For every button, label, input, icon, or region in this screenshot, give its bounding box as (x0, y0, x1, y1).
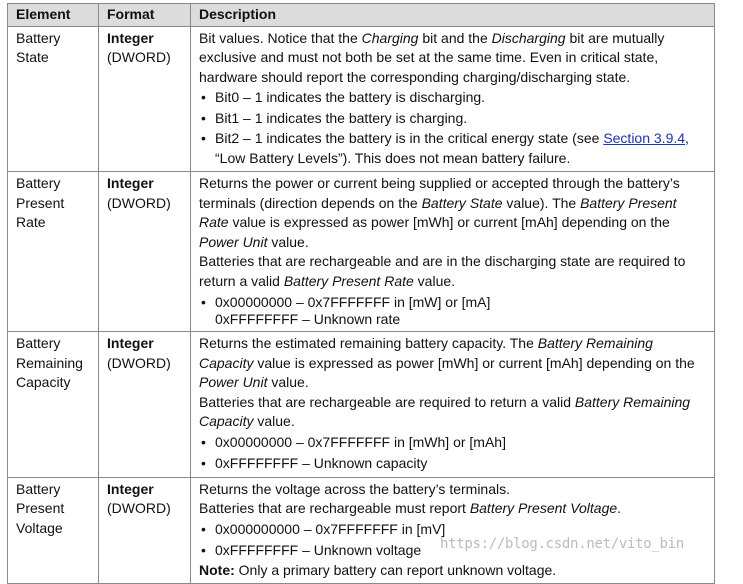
element-line: Capacity (16, 374, 71, 390)
list-item: • Bit1 – 1 indicates the battery is charging. (199, 109, 710, 129)
text-run-italic: Battery State (421, 194, 503, 211)
format-type: Integer (107, 175, 154, 191)
format-detail: (DWORD) (107, 500, 171, 516)
format-detail: (DWORD) (107, 194, 171, 211)
description-paragraph (199, 29, 710, 88)
format-cell (99, 172, 191, 332)
element-line: Present (16, 500, 65, 516)
element-line: Battery (16, 29, 61, 46)
list-item: • 0xFFFFFFFF – Unknown voltage (199, 541, 710, 561)
element-line: Present (16, 194, 65, 211)
list-item (199, 294, 710, 328)
table-row-battery-present-voltage (8, 477, 715, 584)
element-line: Battery (16, 335, 61, 351)
text-run-italic: Battery Present Rate (199, 194, 677, 230)
text-run: bit are mutually exclusive and must not both be set at the same time. Even in critical state, hardware should report the corresponding charging/discharging state. (199, 29, 665, 85)
format-type: Integer (107, 29, 154, 46)
text-run: . (617, 500, 622, 516)
text-run: Batteries that are rechargeable and are in the discharging state are required to return a valid (199, 253, 686, 289)
text-run: Only a primary battery can report unknown voltage. (234, 561, 557, 578)
element-line: Voltage (16, 519, 63, 536)
list-item (199, 129, 710, 168)
text-run: Bit values. Notice that the (199, 29, 362, 46)
text-run: value. (253, 413, 295, 429)
text-run-italic: Battery Present Rate (283, 272, 414, 289)
list-item: • Bit0 – 1 indicates the battery is discharging. (199, 88, 710, 108)
description-paragraph (199, 252, 710, 291)
header-description: Description (191, 4, 715, 27)
table-header-row (8, 4, 715, 27)
bullet-list (199, 294, 710, 328)
element-cell (8, 172, 99, 332)
text-run-italic: Charging (361, 29, 419, 46)
section-3-9-4-link[interactable]: Section 3.9.4 (603, 130, 686, 146)
text-run-italic: Battery Remaining Capacity (199, 335, 653, 371)
format-detail: (DWORD) (107, 49, 171, 65)
text-run: value is expressed as power [mWh] or current [mAh] depending on the (228, 214, 670, 230)
bullet-list (199, 88, 710, 168)
description-paragraph (199, 499, 710, 519)
text-run: value. (413, 272, 456, 289)
description-cell (191, 332, 715, 478)
element-line: Rate (16, 214, 46, 230)
text-run: Batteries that are rechargeable are required to return a valid (199, 393, 575, 410)
text-run: bit and the (418, 29, 492, 46)
text-run-italic: Discharging (491, 29, 566, 46)
text-run: value. (267, 233, 309, 250)
text-run-italic: Power Unit (199, 374, 268, 390)
watermark: https://blog.csdn.net/vito_bin (440, 536, 684, 552)
description-paragraph (199, 334, 710, 393)
text-run: Bit2 – 1 indicates the battery is in the critical energy state (see (215, 130, 604, 146)
text-run: , “Low Battery Levels”). This does not mean battery failure. (215, 130, 689, 166)
element-line: Battery (16, 175, 61, 191)
element-line: Battery (16, 480, 61, 497)
text-run: Returns the power or current being supplied or accepted through the battery’s terminals (direction depends on the (199, 175, 680, 211)
table-row-battery-state (8, 26, 715, 172)
note-paragraph (199, 561, 710, 581)
text-run: value is expressed as power [mWh] or current [mAh] depending on the (253, 354, 695, 371)
format-cell (99, 477, 191, 584)
battery-fields-table (7, 3, 715, 584)
text-run-italic: Power Unit (199, 233, 268, 250)
format-type: Integer (107, 335, 154, 351)
element-cell (8, 332, 99, 478)
header-element: Element (8, 4, 99, 27)
table-row-battery-present-rate (8, 172, 715, 332)
text-run: Returns the estimated remaining battery capacity. The (199, 335, 538, 351)
text-run: Batteries that are rechargeable must report (199, 500, 470, 516)
description-cell (191, 172, 715, 332)
description-paragraph (199, 393, 710, 432)
text-run-italic: Battery Present Voltage (469, 500, 618, 516)
description-paragraph: Returns the voltage across the battery’s terminals. (199, 480, 511, 497)
description-paragraph (199, 174, 710, 252)
text-run: value). The (502, 194, 581, 211)
list-item: • 0x000000000 – 0x7FFFFFFF in [mV] (199, 520, 710, 540)
note-label: Note: (199, 561, 235, 578)
bullet-list (199, 433, 710, 474)
format-type: Integer (107, 480, 154, 497)
text-run: 0xFFFFFFFF – Unknown rate (215, 311, 401, 327)
text-run: value. (267, 374, 309, 390)
element-line: Remaining (16, 354, 83, 371)
element-line: State (16, 49, 49, 65)
table-row-battery-remaining-capacity (8, 332, 715, 478)
description-cell (191, 477, 715, 584)
text-run-italic: Battery Remaining Capacity (199, 393, 691, 429)
format-cell (99, 26, 191, 172)
list-item: • 0xFFFFFFFF – Unknown capacity (199, 454, 710, 474)
format-detail: (DWORD) (107, 354, 171, 371)
format-cell (99, 332, 191, 478)
header-format: Format (99, 4, 191, 27)
text-run: • 0x00000000 – 0x7FFFFFFF in [mW] or [mA] (215, 294, 491, 310)
list-item: • 0x00000000 – 0x7FFFFFFF in [mWh] or [mAh] (199, 433, 710, 453)
element-cell (8, 26, 99, 172)
description-cell (191, 26, 715, 172)
element-cell (8, 477, 99, 584)
